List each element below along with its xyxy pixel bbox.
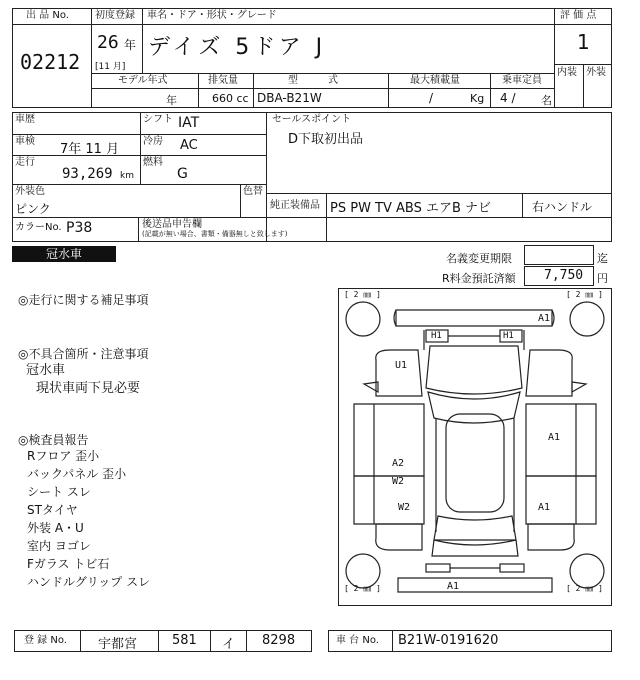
rear-fender-right (528, 524, 574, 550)
rear-fender-left (376, 524, 422, 550)
inspection-value: 7年 11 月 (60, 142, 120, 157)
roof (446, 414, 504, 512)
fuel-label: 燃料 (143, 157, 163, 168)
inspector-line: Fガラス トビ石 (27, 557, 110, 571)
recycle-unit: 円 (597, 272, 608, 285)
name-label: 車名・ドア・形状・グレード (147, 10, 277, 21)
tire-front-left (346, 302, 380, 336)
equip-value: PS PW TV ABS エアB ナビ (330, 201, 492, 216)
front-bumper (396, 310, 552, 326)
recolor-label: 色替 (243, 186, 263, 197)
spec-displacement: 660 cc (212, 92, 249, 105)
ext-color-label: 外装色 (15, 186, 45, 197)
spec-model-year: モデル年式 (118, 75, 168, 86)
spec-capacity-label: 乗車定員 (502, 75, 542, 86)
sales-label: セールスポイント (272, 114, 352, 125)
equip-label: 純正装備品 (270, 200, 320, 211)
steering-value: 右ハンドル (532, 200, 593, 214)
defect-notes-title: ◎不具合箇所・注意事項 (18, 347, 149, 361)
aftermarket-label: 後送品申告欄 (142, 219, 202, 230)
interior-label: 内装 (557, 67, 577, 78)
front-door-right (526, 404, 596, 476)
tire-depth-front-right: [ 2 ㎜ ] (566, 290, 603, 299)
reg-label: 初度登録 (95, 10, 135, 21)
inspector-line: シート スレ (27, 485, 91, 499)
reg-month: [11 月] (95, 62, 126, 72)
fuel-value: G (177, 166, 188, 182)
history-label: 車歴 (15, 114, 35, 125)
name-change-unit: 迄 (597, 252, 608, 265)
sales-value: D下取初出品 (288, 132, 364, 147)
damage-mark-left-rear-w: W2 (392, 476, 405, 487)
defect-line: 現状車両下見必要 (36, 381, 141, 396)
inspector-notes-title: ◎検査員報告 (18, 433, 89, 447)
spec-capacity: 4 / (500, 91, 516, 105)
reg-year: 26 (97, 32, 119, 53)
rear-door-right (526, 476, 596, 524)
shift-label: シフト (143, 114, 173, 125)
tire-depth-rear-right: [ 2 ㎜ ] (566, 584, 603, 593)
car-name: デイズ 5ドア J (148, 35, 327, 60)
mileage-value: 93,269 (62, 166, 113, 182)
spec-load-unit: Kg (470, 92, 485, 105)
registration-class: 581 (172, 633, 197, 648)
exterior-label: 外装 (586, 67, 606, 78)
registration-kana: イ (222, 637, 236, 652)
tire-depth-rear-left: [ 2 ㎜ ] (344, 584, 381, 593)
hood (426, 346, 522, 394)
shift-value: IAT (178, 115, 200, 131)
grade-value: 1 (577, 30, 590, 54)
chassis-value: B21W-0191620 (398, 633, 499, 648)
front-fender-left (376, 350, 422, 396)
windshield (428, 392, 520, 423)
damage-mark-right-rear: A1 (538, 502, 551, 513)
rear-window (434, 516, 516, 545)
name-change-label: 名義変更期限 (446, 252, 512, 265)
car-damage-diagram (338, 288, 612, 606)
damage-mark-headlight-right: H1 (503, 331, 514, 341)
registration-number: 8298 (262, 633, 296, 648)
spec-load-label: 最大積載量 (410, 75, 460, 86)
damage-mark-right-front-door: A1 (548, 432, 561, 443)
registration-area: 宇都宮 (98, 637, 138, 652)
spec-capacity-unit: 名 (541, 94, 552, 107)
inspector-line: 室内 ヨゴレ (27, 539, 91, 553)
damage-mark-left-rear-fender: W2 (398, 502, 411, 513)
year-unit: 年 (124, 38, 137, 52)
rear-door-left (354, 476, 424, 524)
damage-mark-rear-bumper: A1 (447, 581, 460, 592)
inspector-line: 外装 A・U (27, 521, 84, 535)
rear-bumper (398, 578, 552, 592)
inspection-label: 車検 (15, 136, 35, 147)
chassis-label: 車 台 No. (336, 635, 379, 646)
spec-type-label: 型 式 (288, 75, 338, 86)
mileage-unit: km (120, 171, 134, 181)
spec-load-slash: / (429, 91, 434, 105)
lot-number: 02212 (20, 50, 81, 74)
mileage-label: 走行 (15, 157, 35, 168)
ext-color-value: ピンク (15, 202, 51, 216)
front-door-left (354, 404, 424, 476)
tail-light-right (500, 564, 524, 572)
damage-mark-left-front: U1 (395, 360, 408, 371)
tail-light-left (426, 564, 450, 572)
cooler-label: 冷房 (143, 136, 163, 147)
aftermarket-note: (記載が無い場合、書類・備器無しと致します) (142, 230, 288, 238)
lot-label: 出 品 No. (26, 10, 69, 21)
tire-depth-front-left: [ 2 ㎜ ] (344, 290, 381, 299)
tire-front-right (570, 302, 604, 336)
cooler-value: AC (180, 138, 198, 153)
driving-notes-title: ◎走行に関する補足事項 (18, 293, 149, 307)
inspector-line: バックパネル 歪小 (27, 467, 127, 481)
inspector-line: Rフロア 歪小 (27, 449, 100, 463)
damage-mark-left-rear-a: A2 (392, 458, 405, 469)
inspector-line: ハンドルグリップ スレ (27, 575, 151, 589)
registration-label: 登 録 No. (24, 635, 67, 646)
defect-line: 冠水車 (26, 363, 66, 378)
front-fender-right (526, 350, 572, 396)
recycle-value: 7,750 (544, 268, 584, 283)
spec-year-unit: 年 (166, 94, 177, 107)
damage-mark-top-bumper: A1 (538, 313, 551, 324)
spec-displacement-label: 排気量 (208, 75, 238, 86)
color-no-value: P38 (66, 220, 93, 236)
recycle-label: R料金預託済額 (442, 272, 516, 285)
damage-mark-headlight-left: H1 (431, 331, 442, 341)
spec-type: DBA-B21W (257, 91, 322, 105)
color-no-label: カラーNo. (15, 222, 62, 233)
name-change-box (524, 245, 594, 265)
grade-label: 評 価 点 (560, 10, 597, 21)
inspector-line: STタイヤ (27, 503, 78, 517)
flood-badge-text: 冠水車 (46, 247, 83, 261)
